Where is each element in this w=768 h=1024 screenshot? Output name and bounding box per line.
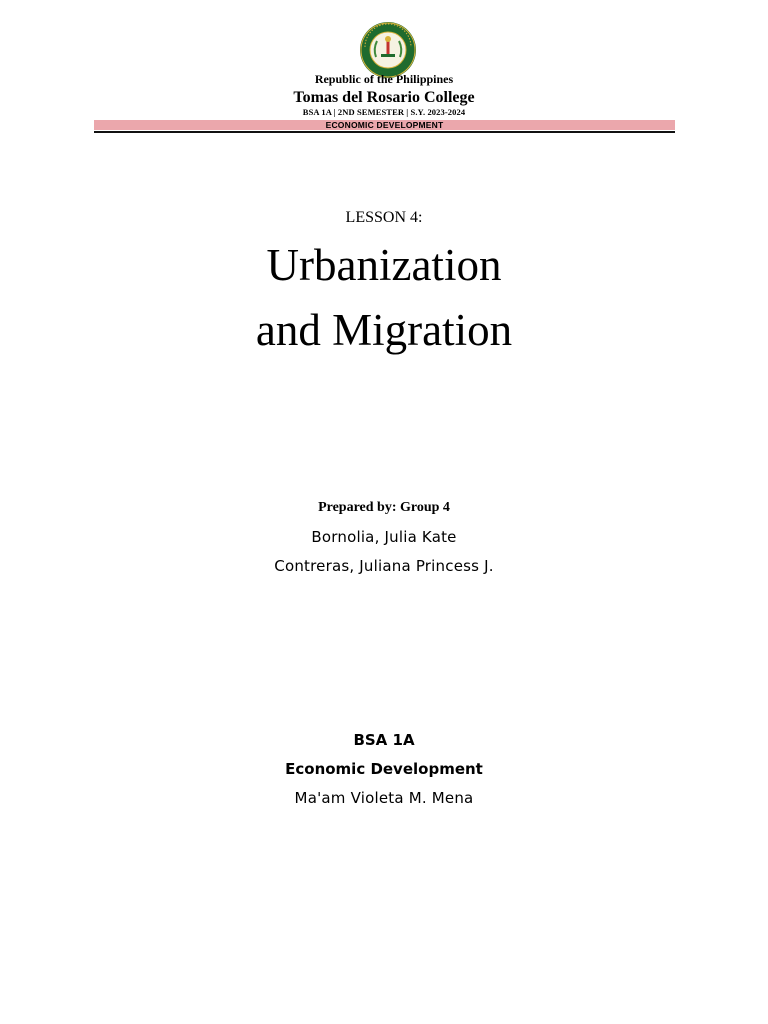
header-divider: [94, 131, 675, 133]
subject-band-label: ECONOMIC DEVELOPMENT: [325, 120, 444, 130]
college-name: Tomas del Rosario College: [293, 89, 475, 106]
instructor-name: Ma'am Violeta M. Mena: [294, 789, 474, 807]
lesson-title-line-1: Urbanization: [266, 240, 502, 290]
seal-icon: [359, 21, 417, 79]
lesson-number: LESSON 4:: [345, 209, 423, 226]
prepared-by: Prepared by: Group 4: [318, 500, 450, 515]
class-section: BSA 1A: [353, 731, 415, 749]
country-heading: Republic of the Philippines: [314, 72, 454, 86]
lesson-title-line-2: and Migration: [255, 305, 513, 355]
author-name: Bornolia, Julia Kate: [311, 528, 457, 546]
semester-line: BSA 1A | 2ND SEMESTER | S.Y. 2023-2024: [302, 107, 466, 117]
college-seal: [359, 21, 417, 79]
subject-name: Economic Development: [285, 760, 483, 778]
author-name: Contreras, Juliana Princess J.: [274, 557, 494, 575]
